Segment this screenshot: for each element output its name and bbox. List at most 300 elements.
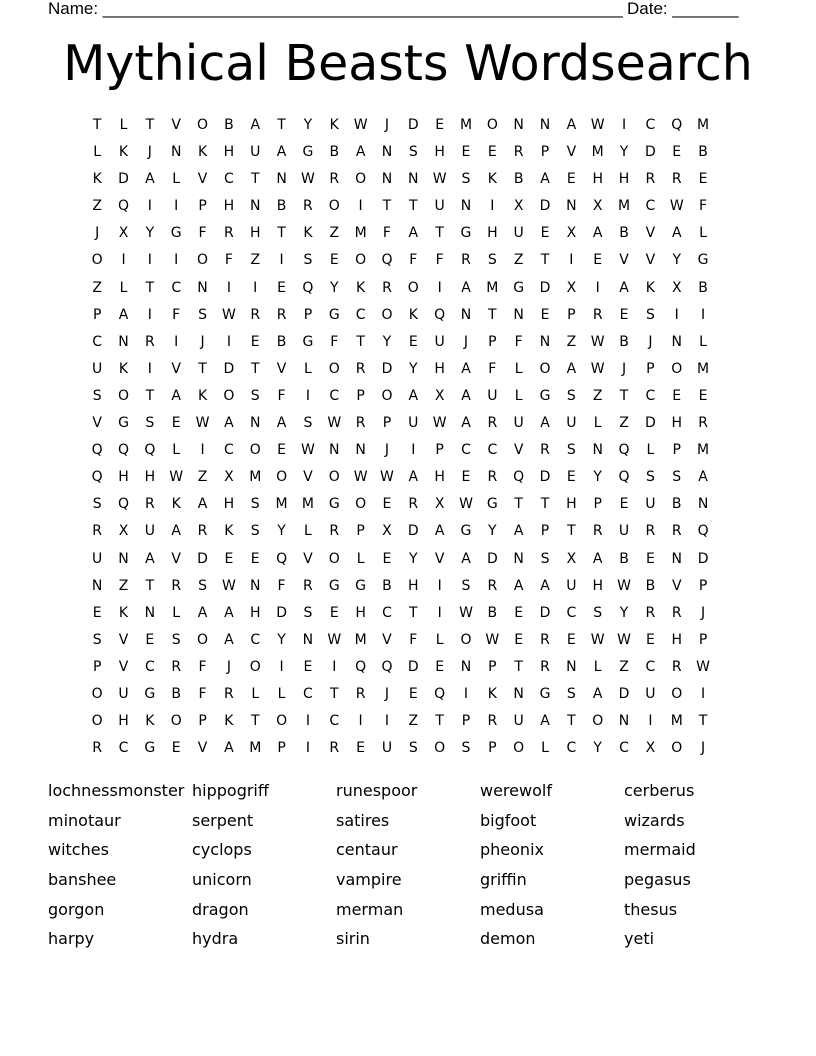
grid-letter: R [224, 685, 234, 702]
grid-letter: Y [303, 117, 313, 133]
grid-letter: Y [329, 279, 339, 296]
grid-letter: B [645, 577, 656, 594]
grid-letter: I [174, 252, 179, 269]
grid-letter: F [514, 333, 523, 350]
grid-letter: P [435, 442, 444, 459]
grid-letter: R [329, 523, 340, 540]
grid-letter: G [118, 415, 129, 432]
word-item: cerberus [624, 781, 695, 800]
word-list-row [48, 779, 768, 809]
grid-letter: B [619, 550, 629, 567]
grid-letter: N [671, 333, 682, 350]
grid-letter: E [329, 604, 339, 621]
grid-letter: A [276, 144, 287, 161]
grid-row [84, 437, 716, 464]
grid-letter: E [435, 117, 445, 133]
grid-letter: M [486, 279, 499, 296]
grid-letter: T [540, 496, 550, 513]
grid-letter: I [463, 685, 469, 702]
grid-letter: H [144, 469, 156, 486]
word-item: mermaid [624, 840, 696, 860]
grid-letter: C [619, 740, 629, 757]
grid-letter: P [303, 306, 313, 323]
grid-letter: V [171, 117, 181, 133]
grid-letter: H [487, 225, 498, 242]
grid-letter: N [381, 144, 393, 161]
grid-letter: I [305, 713, 310, 730]
grid-letter: C [461, 442, 471, 459]
grid-letter: E [461, 144, 471, 161]
grid-letter: U [513, 415, 524, 432]
grid-letter: P [277, 740, 286, 757]
grid-letter: D [645, 144, 656, 161]
header [48, 0, 748, 20]
grid-letter: A [671, 225, 682, 242]
grid-letter: W [696, 658, 710, 675]
grid-letter: U [513, 713, 524, 730]
grid-letter: A [540, 577, 550, 594]
grid-letter: S [540, 550, 550, 567]
grid-letter: D [539, 604, 551, 621]
grid-letter: E [672, 144, 682, 161]
grid-letter: H [592, 577, 603, 594]
grid-letter: F [198, 658, 207, 675]
grid-letter: Q [618, 469, 630, 486]
word-item: banshee [48, 870, 117, 890]
grid-letter: N [249, 198, 261, 215]
grid-letter: O [249, 658, 261, 675]
grid-letter: P [198, 713, 207, 730]
grid-letter: W [617, 631, 631, 648]
grid-letter: T [409, 198, 418, 215]
grid-letter: T [514, 496, 523, 513]
grid-letter: O [118, 387, 130, 404]
word-item: wizards [624, 810, 685, 830]
grid-row [84, 600, 716, 627]
grid-letter: R [698, 415, 708, 432]
grid-letter: Y [277, 631, 286, 648]
grid-letter: O [197, 117, 209, 133]
grid-letter: T [145, 387, 155, 404]
grid-letter: X [671, 279, 682, 296]
grid-letter: E [250, 550, 260, 567]
grid-letter: U [118, 685, 129, 702]
grid-letter: Q [118, 198, 130, 215]
grid-letter: U [618, 523, 630, 540]
grid-letter: I [174, 198, 179, 215]
grid-letter: J [621, 360, 627, 377]
grid-letter: T [514, 658, 523, 675]
grid-letter: Y [593, 740, 602, 757]
grid-letter: R [671, 604, 682, 621]
grid-letter: S [198, 306, 207, 323]
grid-letter: R [303, 577, 313, 594]
grid-letter: Y [409, 360, 418, 377]
grid-letter: E [382, 496, 392, 513]
grid-letter: C [645, 117, 656, 133]
grid-letter: U [434, 333, 445, 350]
word-item: hydra [192, 929, 239, 949]
grid-letter: V [434, 550, 445, 567]
grid-letter: F [382, 225, 391, 242]
grid-letter: A [145, 171, 155, 188]
grid-letter: Z [250, 252, 261, 269]
grid-letter: I [437, 604, 442, 621]
grid-letter: R [540, 658, 550, 675]
grid-letter: O [513, 740, 525, 757]
grid-letter: H [434, 469, 445, 486]
grid-row [84, 654, 716, 681]
grid-letter: A [540, 415, 550, 432]
grid-letter: C [382, 604, 392, 621]
grid-letter: O [486, 117, 498, 133]
grid-letter: E [487, 144, 497, 161]
grid-letter: T [277, 225, 286, 242]
grid-letter: A [461, 415, 471, 432]
grid-letter: S [250, 387, 260, 404]
grid-letter: R [487, 577, 498, 594]
grid-letter: T [488, 306, 497, 323]
grid-letter: W [485, 631, 500, 648]
grid-letter: K [224, 713, 234, 730]
grid-letter: F [198, 685, 207, 702]
grid-letter: N [513, 117, 524, 133]
grid-letter: W [459, 604, 473, 621]
grid-letter: V [197, 171, 208, 188]
grid-row [84, 546, 716, 573]
grid-letter: S [408, 144, 418, 161]
grid-letter: P [356, 523, 365, 540]
grid-letter: U [566, 577, 577, 594]
grid-letter: O [276, 469, 288, 486]
grid-letter: S [461, 577, 471, 594]
grid-letter: Y [619, 144, 629, 161]
grid-letter: I [332, 658, 337, 675]
grid-letter: I [621, 117, 627, 133]
grid-letter: A [461, 279, 471, 296]
grid-letter: L [514, 387, 523, 404]
grid-letter: V [118, 631, 129, 648]
grid-letter: N [249, 415, 261, 432]
grid-letter: I [279, 658, 284, 675]
grid-letter: E [408, 685, 418, 702]
grid-letter: X [566, 225, 577, 242]
grid-letter: Q [144, 442, 156, 459]
grid-letter: W [459, 496, 473, 513]
grid-letter: F [224, 252, 233, 269]
grid-letter: R [513, 144, 524, 161]
grid-letter: E [250, 333, 260, 350]
grid-letter: A [408, 469, 419, 486]
grid-letter: F [409, 252, 418, 269]
grid-letter: E [277, 279, 286, 296]
grid-letter: V [118, 658, 129, 675]
grid-letter: O [170, 713, 182, 730]
grid-letter: Q [618, 442, 630, 459]
grid-row [84, 193, 716, 220]
grid-letter: N [249, 577, 261, 594]
grid-letter: E [145, 631, 155, 648]
grid-letter: D [223, 360, 235, 377]
grid-letter: O [249, 442, 261, 459]
grid-letter: P [461, 713, 471, 730]
grid-letter: I [648, 713, 653, 730]
grid-letter: A [566, 117, 577, 133]
grid-letter: Z [619, 658, 629, 675]
grid-letter: E [171, 740, 181, 757]
grid-letter: C [144, 658, 155, 675]
grid-letter: I [147, 306, 152, 323]
grid-letter: Q [434, 306, 446, 323]
grid-letter: P [92, 658, 102, 675]
grid-row [84, 220, 716, 247]
grid-letter: M [275, 496, 288, 513]
word-list-row [48, 927, 768, 957]
grid-letter: W [169, 469, 184, 486]
grid-letter: K [224, 523, 234, 540]
grid-letter: K [645, 279, 655, 296]
grid-letter: Y [145, 225, 155, 242]
grid-letter: X [434, 496, 445, 513]
grid-letter: Q [434, 685, 446, 702]
grid-letter: F [699, 198, 708, 215]
grid-letter: A [197, 496, 208, 513]
grid-row [84, 139, 716, 166]
grid-letter: Y [619, 604, 629, 621]
grid-letter: A [355, 144, 366, 161]
grid-letter: Q [118, 496, 130, 513]
grid-letter: H [355, 604, 366, 621]
grid-letter: C [118, 740, 129, 757]
grid-letter: B [224, 117, 234, 133]
grid-letter: K [118, 604, 129, 621]
grid-letter: D [118, 171, 129, 188]
grid-letter: M [249, 740, 262, 757]
grid-letter: E [514, 604, 524, 621]
grid-letter: N [566, 198, 577, 215]
grid-letter: Z [92, 279, 102, 296]
grid-letter: L [172, 442, 181, 459]
grid-letter: B [276, 198, 287, 215]
grid-letter: S [250, 523, 260, 540]
grid-letter: W [221, 577, 236, 594]
grid-row [84, 627, 716, 654]
grid-letter: N [118, 333, 129, 350]
grid-letter: T [567, 523, 576, 540]
grid-letter: G [302, 333, 314, 350]
grid-letter: L [593, 658, 602, 675]
grid-letter: I [147, 198, 152, 215]
grid-letter: L [304, 523, 312, 540]
grid-letter: U [92, 360, 103, 377]
grid-letter: A [434, 523, 445, 540]
grid-letter: T [698, 713, 708, 730]
grid-letter: N [460, 658, 472, 675]
grid-row [84, 247, 716, 274]
grid-letter: O [407, 279, 419, 296]
grid-letter: W [195, 415, 210, 432]
grid-letter: H [118, 469, 129, 486]
word-list-row [48, 868, 768, 898]
word-item: minotaur [48, 810, 121, 830]
grid-letter: I [701, 685, 706, 702]
grid-letter: G [328, 496, 340, 513]
grid-letter: R [487, 713, 498, 730]
grid-letter: I [174, 333, 179, 350]
grid-letter: U [645, 685, 656, 702]
grid-letter: E [698, 171, 708, 188]
grid-letter: E [645, 550, 655, 567]
word-item: cyclops [192, 840, 252, 860]
grid-letter: A [540, 171, 550, 188]
word-item: hippogriff [192, 781, 269, 800]
date-field-label: Date: _______ [627, 0, 739, 18]
grid-letter: R [408, 496, 419, 513]
grid-letter: N [170, 144, 182, 161]
grid-letter: O [671, 685, 683, 702]
grid-letter: R [645, 523, 656, 540]
word-item: lochnessmonster [48, 781, 185, 800]
grid-letter: Q [276, 550, 288, 567]
grid-letter: O [355, 171, 367, 188]
grid-letter: M [354, 631, 367, 648]
grid-letter: S [593, 604, 603, 621]
grid-row [84, 464, 716, 491]
grid-letter: P [382, 415, 392, 432]
grid-letter: C [355, 306, 366, 323]
grid-letter: O [328, 198, 340, 215]
grid-letter: U [250, 144, 261, 161]
grid-letter: G [539, 387, 551, 404]
grid-letter: E [514, 631, 524, 648]
grid-letter: R [250, 306, 261, 323]
grid-row [84, 518, 716, 545]
grid-letter: G [302, 144, 314, 161]
word-item: serpent [192, 810, 254, 830]
grid-letter: C [645, 387, 656, 404]
grid-letter: O [671, 360, 683, 377]
grid-letter: N [460, 306, 472, 323]
grid-letter: R [144, 333, 155, 350]
grid-letter: H [618, 171, 630, 188]
grid-letter: T [250, 171, 260, 188]
grid-letter: Q [671, 117, 683, 133]
grid-letter: A [276, 415, 287, 432]
grid-letter: G [697, 252, 709, 269]
grid-letter: J [95, 225, 100, 242]
grid-letter: M [354, 225, 367, 242]
grid-letter: G [486, 496, 498, 513]
word-list-row [48, 838, 768, 868]
grid-letter: D [407, 117, 419, 133]
grid-letter: N [539, 333, 551, 350]
grid-letter: A [224, 631, 234, 648]
grid-letter: R [355, 685, 366, 702]
grid-letter: B [513, 171, 524, 188]
grid-letter: H [671, 415, 682, 432]
grid-row [84, 573, 716, 600]
grid-letter: U [487, 387, 498, 404]
grid-letter: B [329, 144, 340, 161]
grid-letter: G [539, 685, 551, 702]
grid-letter: B [382, 577, 392, 594]
grid-letter: L [119, 279, 128, 296]
grid-letter: I [253, 279, 258, 296]
grid-letter: T [198, 360, 207, 377]
grid-letter: E [277, 442, 286, 459]
grid-letter: N [513, 306, 524, 323]
page-title: Mythical Beasts Wordsearch [63, 35, 753, 92]
grid-letter: Z [566, 333, 577, 350]
grid-row [84, 166, 716, 193]
grid-letter: A [250, 117, 261, 133]
grid-letter: Y [672, 252, 682, 269]
grid-letter: F [277, 387, 286, 404]
word-item: pheonix [480, 840, 544, 860]
grid-letter: K [145, 713, 155, 730]
grid-letter: Q [118, 442, 130, 459]
grid-letter: S [645, 306, 655, 323]
grid-letter: J [648, 333, 653, 350]
grid-letter: W [590, 333, 605, 350]
grid-letter: T [250, 360, 260, 377]
grid-letter: G [144, 685, 156, 702]
grid-letter: B [619, 225, 629, 242]
grid-letter: P [92, 306, 102, 323]
grid-letter: R [645, 171, 656, 188]
grid-letter: W [221, 306, 236, 323]
grid-letter: N [618, 713, 630, 730]
grid-letter: S [487, 252, 497, 269]
grid-letter: C [224, 442, 234, 459]
grid-letter: S [92, 387, 102, 404]
grid-letter: O [328, 469, 340, 486]
grid-letter: O [355, 496, 367, 513]
grid-letter: Z [92, 198, 102, 215]
grid-letter: L [593, 415, 602, 432]
grid-letter: H [592, 171, 603, 188]
grid-letter: T [145, 577, 155, 594]
grid-letter: M [591, 144, 604, 161]
word-item: witches [48, 840, 109, 860]
grid-letter: M [697, 442, 710, 459]
grid-letter: N [302, 631, 314, 648]
grid-letter: Q [697, 523, 709, 540]
grid-letter: C [250, 631, 261, 648]
grid-letter: G [460, 523, 472, 540]
grid-letter: R [224, 225, 234, 242]
grid-letter: Z [619, 415, 629, 432]
grid-row [84, 383, 716, 410]
grid-letter: Q [381, 658, 393, 675]
word-item: unicorn [192, 870, 252, 890]
grid-letter: K [356, 279, 366, 296]
grid-letter: H [566, 496, 577, 513]
grid-letter: R [382, 279, 392, 296]
grid-letter: G [170, 225, 182, 242]
grid-letter: R [92, 740, 103, 757]
grid-letter: V [382, 631, 392, 648]
grid-letter: K [92, 171, 102, 188]
grid-letter: N [513, 685, 524, 702]
grid-letter: V [619, 252, 629, 269]
grid-letter: D [276, 604, 287, 621]
grid-letter: L [514, 360, 523, 377]
word-item: runespoor [336, 781, 418, 800]
grid-letter: R [540, 631, 550, 648]
word-item: harpy [48, 929, 95, 949]
grid-row [84, 112, 716, 139]
